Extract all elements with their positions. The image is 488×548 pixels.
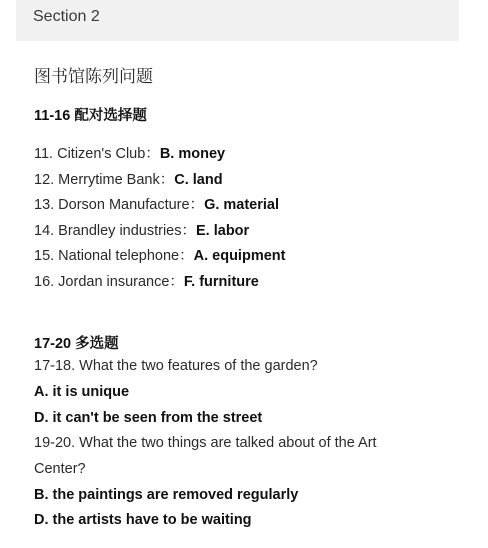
multiple-choice-title: 17-20 多选题 [34, 336, 119, 352]
question-line: 17-18. What the two features of the garden? [34, 358, 318, 374]
question-text: 16. Jordan insurance： [34, 274, 184, 290]
answer-text: G. material [204, 197, 280, 213]
question-line: Center? [34, 461, 86, 477]
answer-text: A. equipment [193, 248, 286, 264]
question-text: 11. Citizen's Club： [34, 146, 160, 162]
matching-item [34, 219, 249, 240]
answer-text: F. furniture [183, 274, 259, 290]
matching-item [34, 142, 225, 163]
question-text: 15. National telephone： [34, 248, 194, 264]
answer-line: A. it is unique [34, 384, 130, 400]
question-text: 12. Merrytime Bank： [34, 172, 175, 188]
question-text: 13. Dorson Manufacture： [34, 197, 205, 213]
matching-title: 11-16 配对选择题 [34, 108, 147, 124]
question-line: 19-20. What the two things are talked about of the Art [34, 435, 377, 451]
answer-text: E. labor [196, 223, 250, 239]
matching-item [34, 244, 285, 265]
answer-line: D. it can't be seen from the street [34, 410, 263, 426]
page-heading: 图书馆陈列问题 [34, 67, 153, 86]
answer-text: B. money [159, 146, 226, 162]
matching-item [34, 168, 223, 189]
answer-text: C. land [174, 172, 223, 188]
answer-line: D. the artists have to be waiting [34, 512, 252, 528]
matching-item [34, 193, 279, 214]
matching-item [34, 270, 259, 291]
section-header [16, 0, 459, 41]
answer-line: B. the paintings are removed regularly [34, 487, 299, 503]
section-label: Section 2 [33, 8, 100, 25]
question-text: 14. Brandley industries： [34, 223, 196, 239]
